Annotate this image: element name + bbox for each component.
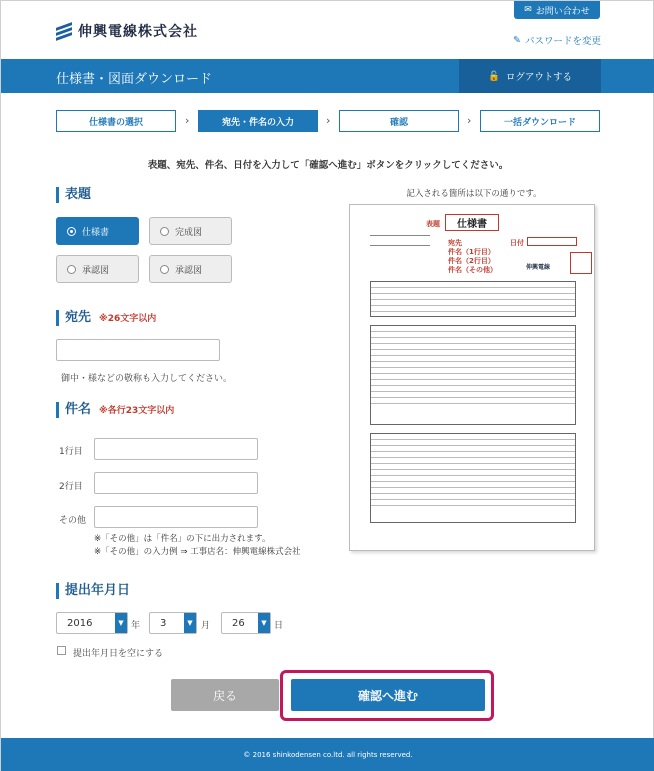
title-option-completion[interactable]: 完成図 (149, 217, 232, 245)
preview-logo: 伸興電線 (526, 264, 551, 271)
preview-caption: 記入される箇所は以下の通りです。 (406, 189, 542, 199)
preview-title-box: 仕様書 (445, 214, 499, 231)
year-unit: 年 (131, 621, 141, 631)
subject-section-heading: 件名 ※各行23文字以内 (56, 402, 174, 418)
subject-line1-input[interactable] (94, 438, 258, 460)
header-bar (1, 59, 654, 93)
year-select[interactable]: 2016 ▼ (56, 612, 128, 634)
instruction-text: 表題、宛先、件名、日付を入力して「確認へ進む」ボタンをクリックしてください。 (147, 160, 509, 171)
address-section-heading: 宛先 ※26文字以内 (56, 310, 156, 326)
title-option-approval[interactable]: 承認図 (56, 255, 139, 283)
chevron-down-icon: ▼ (258, 613, 270, 633)
change-password-link[interactable] (513, 33, 601, 47)
contact-label: お問い合わせ (535, 6, 590, 17)
title-option-spec[interactable]: 仕様書 (56, 217, 139, 245)
step-arrow-icon: › (467, 114, 472, 127)
subject-other-input[interactable] (94, 506, 258, 528)
preview-date-label: 日付 (510, 239, 524, 247)
radio-icon (67, 227, 76, 236)
subject-note-2: ※「その他」の入力例 ⇒ 工事店名：伸興電線株式会社 (94, 547, 301, 557)
logout-button[interactable] (459, 59, 601, 93)
blank-date-checkbox[interactable] (57, 646, 66, 655)
mail-icon: ✉ (524, 5, 532, 15)
back-button[interactable]: 戻る (171, 679, 279, 711)
date-section-heading: 提出年月日 (56, 583, 130, 599)
company-logo[interactable] (56, 21, 198, 41)
page-title: 仕様書・図面ダウンロード (56, 72, 213, 87)
preview-table-1 (370, 281, 576, 317)
logo-mark-icon (56, 23, 72, 39)
logout-label: ログアウトする (505, 72, 573, 83)
day-unit: 日 (274, 621, 284, 631)
preview-title-label: 表題 (426, 220, 440, 228)
chevron-down-icon: ▼ (115, 613, 127, 633)
radio-icon (67, 265, 76, 274)
preview-date-box (527, 237, 577, 246)
preview-subject-rule (370, 245, 430, 246)
footer (1, 738, 654, 771)
step-input-address: 宛先・件名の入力 (198, 110, 318, 132)
subject-line1-label: 1行目 (59, 447, 83, 457)
subject-note-1: ※「その他」は「件名」の下に出力されます。 (94, 534, 271, 544)
subject-line2-input[interactable] (94, 472, 258, 494)
title-section-heading: 表題 (56, 187, 91, 203)
contact-button[interactable] (514, 1, 600, 19)
step-arrow-icon: › (326, 114, 331, 127)
blank-date-label: 提出年月日を空にする (73, 649, 164, 659)
radio-icon (160, 265, 169, 274)
confirm-button[interactable]: 確認へ進む (291, 679, 485, 711)
step-confirm: 確認 (339, 110, 459, 132)
subject-limit-note: ※各行23文字以内 (99, 406, 175, 416)
chevron-down-icon: ▼ (184, 613, 196, 633)
address-limit-note: ※26文字以内 (99, 314, 157, 324)
preview-address-rule (370, 235, 430, 236)
preview-table-2 (370, 325, 576, 425)
preview-subject1-line: 件名（1行目） (448, 248, 495, 256)
address-hint: 御中・様などの敬称も入力してください。 (61, 374, 233, 384)
lock-icon: 🔓 (487, 70, 500, 82)
preview-stamp (570, 252, 592, 274)
edit-icon: ✎ (513, 34, 521, 46)
month-unit: 月 (201, 621, 211, 631)
title-option-approval-2[interactable]: 承認図 (149, 255, 232, 283)
copyright-text: © 2016 shinkodensen co.ltd. all rights reserved. (243, 751, 413, 759)
subject-other-label: その他 (59, 516, 87, 526)
month-select[interactable]: 3 ▼ (149, 612, 197, 634)
subject-line2-label: 2行目 (59, 482, 83, 492)
day-select[interactable]: 26 ▼ (221, 612, 271, 634)
step-select-spec: 仕様書の選択 (56, 110, 176, 132)
preview-table-3 (370, 433, 576, 523)
preview-subject-other-line: 件名（その他） (448, 266, 497, 274)
preview-subject2-line: 件名（2行目） (448, 257, 495, 265)
step-bulk-download: 一括ダウンロード (480, 110, 600, 132)
step-arrow-icon: › (185, 114, 190, 127)
change-password-label: パスワードを変更 (524, 36, 601, 47)
radio-icon (160, 227, 169, 236)
spec-preview-image (349, 204, 595, 551)
preview-address-line: 宛先 (448, 239, 462, 247)
address-input[interactable] (56, 339, 220, 361)
company-name: 伸興電線株式会社 (78, 24, 198, 40)
